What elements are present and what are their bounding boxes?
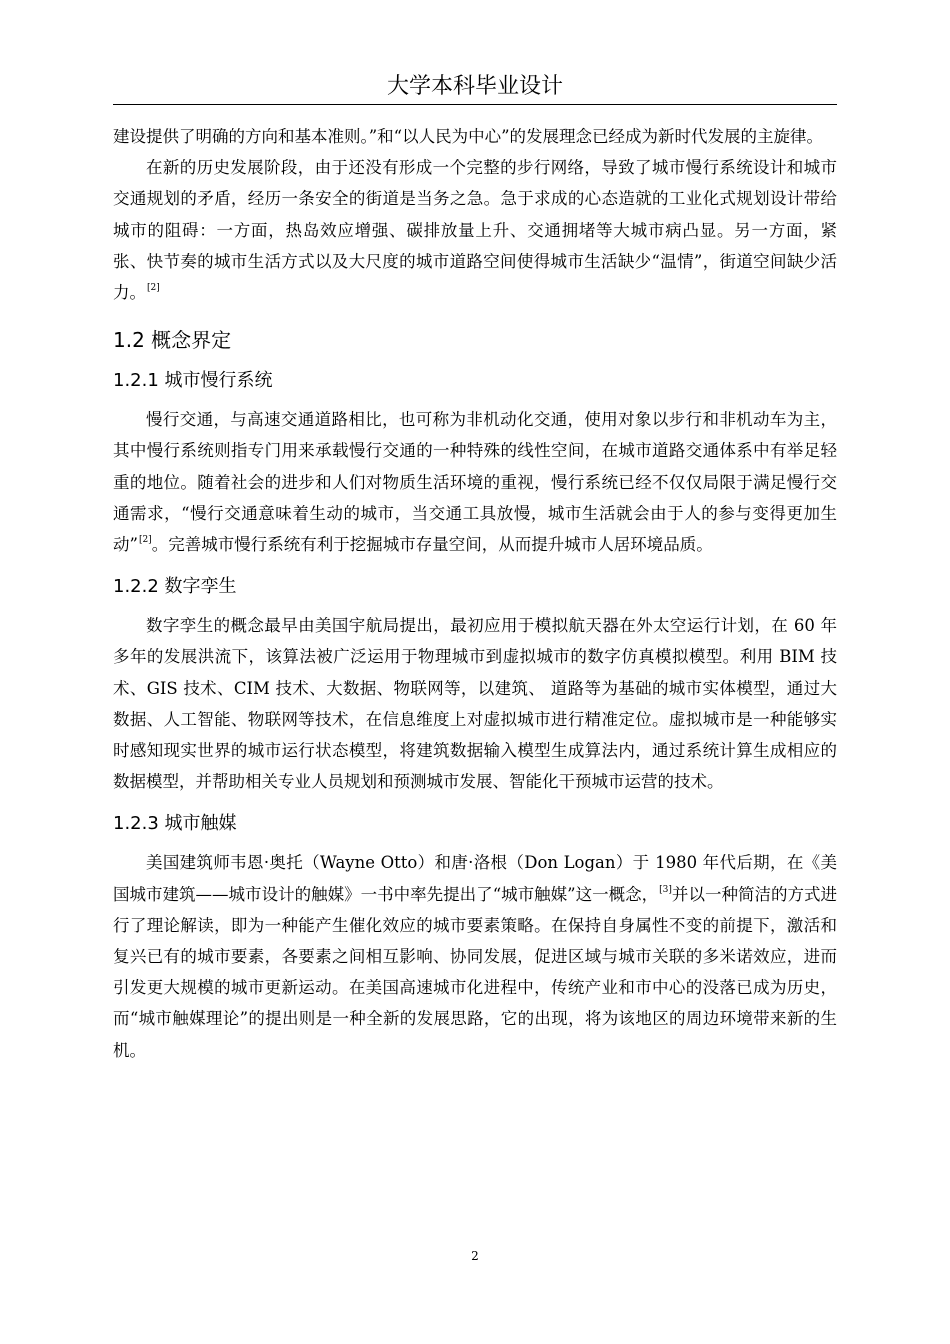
slow-traffic-text-b: 。完善城市慢行系统有利于挖掘城市存量空间，从而提升城市人居环境品质。 [151, 535, 713, 555]
section-heading-1-2-2: 1.2.2 数字孪生 [113, 576, 237, 598]
intro-paragraph-1: 建设提供了明确的方向和基本准则。”和“以人民为中心”的发展理念已经成为新时代发展的主旋律。 [113, 127, 824, 146]
section-heading-1-2-1: 1.2.1 城市慢行系统 [113, 370, 273, 392]
urban-catalyst-text-a: 美国建筑师韦恩·奥托（Wayne Otto）和唐·洛根（Don Logan）于 1980 年代后期，在《美国城市建筑——城市设计的触媒》一书中率先提出了“城市触媒”这一概念， [113, 853, 837, 904]
urban-catalyst-text-b: 并以一种简洁的方式进行了理论解读，即为一种能产生催化效应的城市要素策略。在保持自身属性不变的前提下，激活和复兴已有的城市要素，各要素之间相互影响、协同发展，促进区域与城市关联的多米诺效应，进而引发更大规模的城市更新运动。在美国高速城市化进程中，传统产业和市中心的没落已成为历史，而“城市触媒理论”的提出则是一种全新的发展思路，它的出现，将为该地区的周边环境带来新的生机。 [113, 884, 838, 1060]
intro-paragraph-2 [113, 152, 837, 308]
citation-ref: [3] [659, 884, 672, 895]
page-number: 2 [471, 1249, 479, 1263]
slow-traffic-paragraph [113, 404, 837, 560]
section-heading-1-2-3: 1.2.3 城市触媒 [113, 813, 237, 835]
intro-paragraph-2-text: 在新的历史发展阶段，由于还没有形成一个完整的步行网络，导致了城市慢行系统设计和城市交通规划的矛盾，经历一条安全的街道是当务之急。急于求成的心态造就的工业化式规划设计带给城市的阻碍：一方面，热岛效应增强、碳排放量上升、交通拥堵等大城市病凸显。另一方面，紧张、快节奏的城市生活方式以及大尺度的城市道路空间使得城市生活缺少“温情”，街道空间缺少活力。 [113, 158, 837, 303]
header-divider [113, 104, 837, 105]
document-body [113, 121, 837, 1066]
page-header-title: 大学本科毕业设计 [386, 74, 563, 99]
citation-ref: [2] [147, 283, 160, 294]
digital-twin-paragraph: 数字孪生的概念最早由美国宇航局提出，最初应用于模拟航天器在外太空运行计划，在 60 年多年的发展洪流下，该算法被广泛运用于物理城市到虚拟城市的数字仿真模拟模型。利用 BIM 技术、GIS 技术、CIM 技术、大数据、物联网等，以建筑、 道路等为基础的城市实体模型，通过大数据、人工智能、物联网等技术，在信息维度上对虚拟城市进行精准定位。虚拟城市是一种能够实时感知现实世界的城市运行状态模型，将建筑数据输入模型生成算法内，通过系统计算生成相应的数据模型，并帮助相关专业人员规划和预测城市发展、智能化干预城市运营的技术。 [113, 616, 837, 792]
urban-catalyst-paragraph [113, 847, 837, 1065]
section-heading-1-2: 1.2 概念界定 [113, 328, 232, 353]
slow-traffic-text-a: 慢行交通，与高速交通道路相比，也可称为非机动化交通，使用对象以步行和非机动车为主，其中慢行系统则指专门用来承载慢行交通的一种特殊的线性空间，在城市道路交通体系中有举足轻重的地位。随着社会的进步和人们对物质生活环境的重视，慢行系统已经不仅仅局限于满足慢行交通需求，“慢行交通意味着生动的城市，当交通工具放慢，城市生活就会由于人的参与变得更加生动” [113, 410, 837, 555]
citation-ref: [2] [138, 535, 152, 546]
